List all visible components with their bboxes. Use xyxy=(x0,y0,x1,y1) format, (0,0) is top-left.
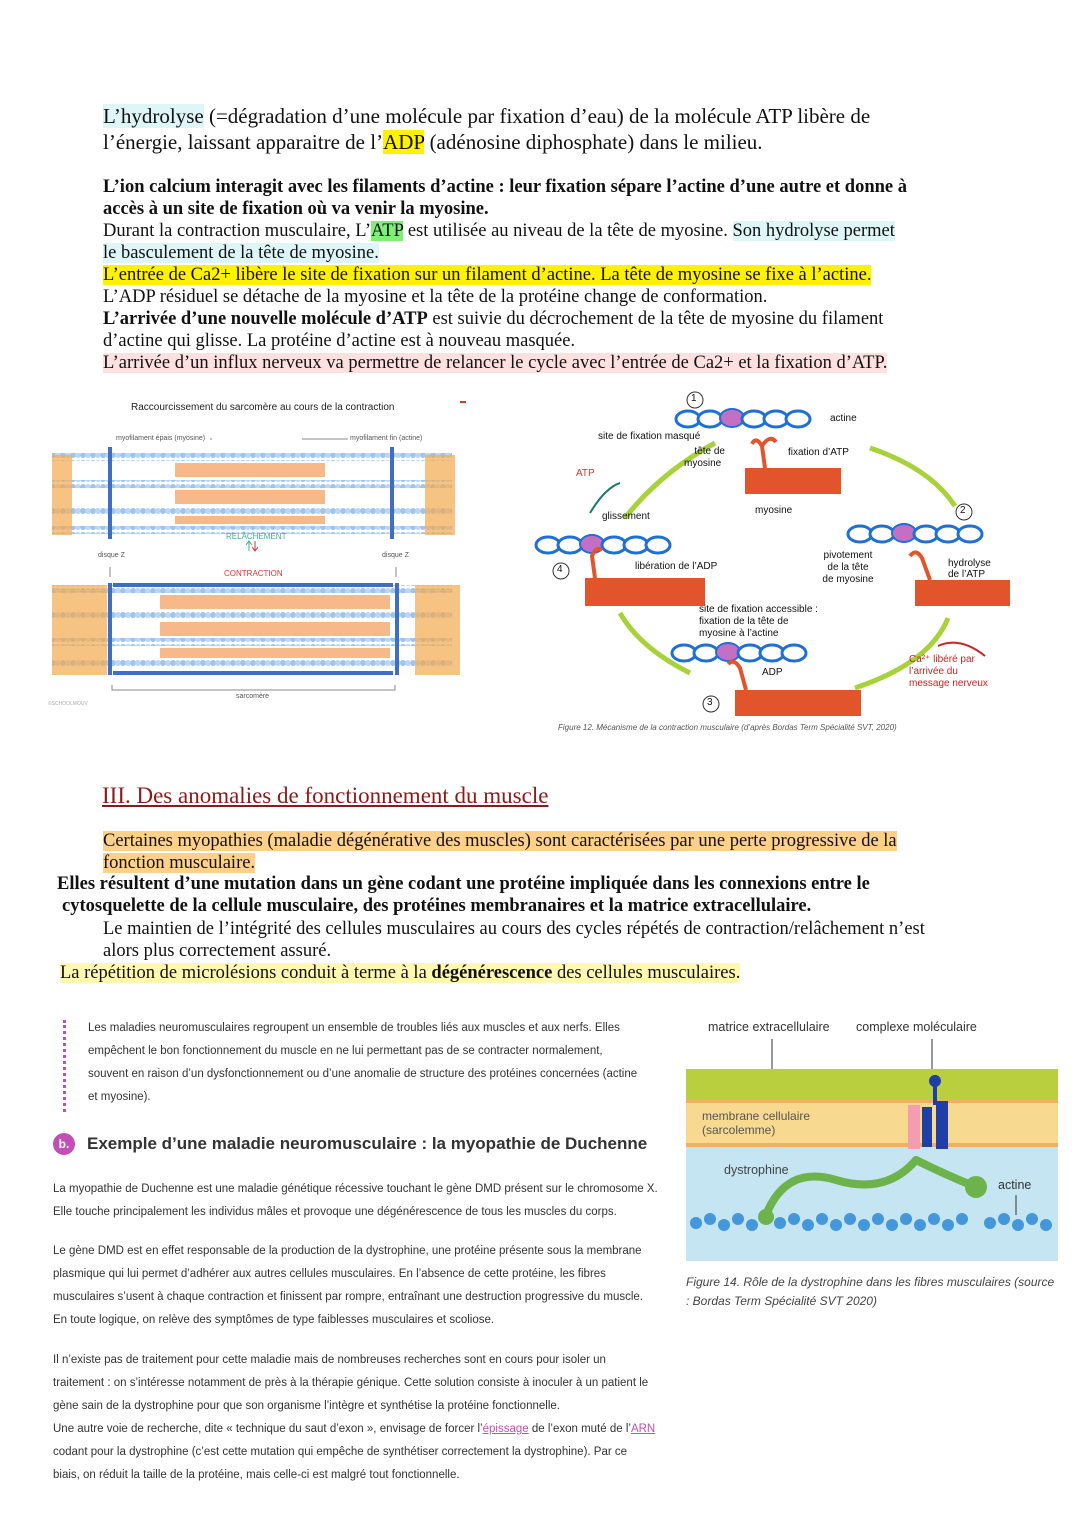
calcium-text: Durant la contraction musculaire, L’ xyxy=(103,221,371,241)
hydrolysis-highlight: Son hydrolyse permet xyxy=(732,221,895,241)
z-disk-label-left: disque Z xyxy=(98,552,125,559)
myosin-head-label: myosine xyxy=(684,458,722,469)
text-line: Il n’existe pas de traitement pour cette maladie mais de nombreuses recherches sont en cours pour isoler un xyxy=(53,1354,606,1366)
actin-filament-2 xyxy=(848,524,982,542)
calcium-text: est suivie du décrochement de la tête de myosine du filament xyxy=(427,309,884,329)
adp-label: ADP xyxy=(762,667,783,678)
red-dash xyxy=(460,401,466,403)
duchenne-paragraph-1 xyxy=(53,1178,673,1224)
text-line: Une autre voie de recherche, dite « technique du saut d’exon », envisage de forcer l’ xyxy=(53,1423,483,1435)
myopathy-highlight: fonction musculaire. xyxy=(103,853,256,873)
contraction-cycle-figure xyxy=(530,388,1030,738)
step-number: 4 xyxy=(557,564,563,575)
masked-site-label: site de fixation masqué xyxy=(598,431,701,442)
section-b-badge: b. xyxy=(53,1133,75,1155)
arn-link[interactable]: ARN xyxy=(630,1423,656,1435)
step-number: 2 xyxy=(960,505,966,516)
info-line: Les maladies neuromusculaires regroupent un ensemble de troubles liés aux muscles et aux nerfs. Elles xyxy=(88,1022,620,1034)
cycle-arrow xyxy=(620,613,690,673)
thick-filament-label: myofilament épais (myosine) xyxy=(116,435,206,442)
text-line: plasmique qui lui permet d’adhérer aux autres cellules musculaires. En l’absence de cette protéine, les fibres xyxy=(53,1268,606,1280)
relaxed-sarcomere xyxy=(52,447,455,539)
text-line: Elle touche principalement les individus mâles et provoque une dégénérescence de tous les muscles du corps. xyxy=(53,1206,617,1218)
dystrophin-drawing xyxy=(686,1015,1066,1265)
sarcomere-title: Raccourcissement du sarcomère au cours de la contraction xyxy=(131,402,395,413)
adp-highlight: ADP xyxy=(383,130,425,154)
text-line: traitement : on s’intéresse notamment de près à la thérapie génique. Cette solution consiste à inoculer à un patient le xyxy=(53,1377,649,1389)
sliding-label: glissement xyxy=(602,511,650,522)
calcium-bold-line: accès à un site de fixation où va venir la myosine. xyxy=(103,199,489,219)
sarcomere-label: sarcomère xyxy=(236,693,270,700)
contraction-label: CONTRACTION xyxy=(224,569,283,578)
thin-filament-label: myofilament fin (actine) xyxy=(350,435,423,442)
text-line: En toute logique, on relève des symptômes de type faiblesses musculaires et scoliose. xyxy=(53,1314,495,1326)
info-line: souvent en raison d’un dysfonctionnement ou d’une anomalie de structure des protéines concernées (actine xyxy=(88,1068,638,1080)
section-3-paragraph xyxy=(103,830,1003,874)
degeneration-text: La répétition de microlésions conduit à terme à la xyxy=(60,963,432,983)
calcium-bold-inline: L’arrivée d’une nouvelle molécule d’ATP xyxy=(103,309,428,329)
atp-binding-label: fixation d’ATP xyxy=(788,447,849,458)
info-line: et myosine). xyxy=(88,1091,151,1103)
degeneration-bold: dégénérescence xyxy=(431,963,553,983)
hydrolyse-highlight: L’hydrolyse xyxy=(103,104,204,128)
calcium-paragraph xyxy=(103,176,1003,374)
calcium-text: d’actine qui glisse. La protéine d’actine est à nouveau masquée. xyxy=(103,331,576,351)
intro-text: l’énergie, laissant apparaitre de l’ xyxy=(103,130,384,154)
intro-text: (adénosine diphosphate) dans le milieu. xyxy=(424,130,763,154)
mutation-line: cytosquelette de la cellule musculaire, des protéines membranaires et la matrice extracellulaire. xyxy=(62,896,812,916)
dystrophin-figure xyxy=(686,1015,1066,1315)
accessible-site-label: site de fixation accessible : fixation de la tête de myosine à l’actine xyxy=(699,604,818,639)
actin-filament-3 xyxy=(672,643,806,661)
epissage-link[interactable]: épissage xyxy=(482,1423,529,1435)
nerve-influx-highlight: L’arrivée d’un influx nerveux va permettre de relancer le cycle avec l’entrée de Ca2+ et la fixation d’ATP. xyxy=(103,353,888,373)
actin-label: actine xyxy=(998,1178,1032,1192)
neuro-info-box xyxy=(88,1017,668,1109)
text-line: musculaires s’usent à chaque contraction et finissent par rompre, entraînant une destruction progressive du muscle. xyxy=(53,1291,644,1303)
duchenne-heading: Exemple d’une maladie neuromusculaire : la myopathie de Duchenne xyxy=(87,1134,648,1153)
figure-12-caption: Figure 12. Mécanisme de la contraction musculaire (d’après Bordas Term Spécialité SVT, 2020) xyxy=(558,723,897,732)
info-box-border xyxy=(63,1020,69,1112)
intro-text: (=dégradation d’une molécule par fixation d’eau) de la molécule ATP libère de xyxy=(203,104,871,128)
integrity-line: alors plus correctement assuré. xyxy=(103,941,332,961)
step-number: 1 xyxy=(691,393,697,404)
integrity-line: Le maintien de l’intégrité des cellules musculaires au cours des cycles répétés de contraction/relâchement n’est xyxy=(103,919,925,939)
text-line: codant pour la dystrophine (c’est cette mutation qui empêche de synthétiser correctement la dystrophine). Par ce xyxy=(53,1446,628,1458)
figure-14-caption: Figure 14. Rôle de la dystrophine dans les fibres musculaires (source : Bordas Term Spécialité SVT 2020) xyxy=(686,1275,1055,1308)
info-line: empêchent le bon fonctionnement du muscle en ne lui permettant pas de se contracter normalement, xyxy=(88,1045,603,1057)
text-line: de l’exon muté de l’ xyxy=(528,1423,631,1435)
cell-membrane-label: membrane cellulaire (sarcolemme) xyxy=(702,1109,811,1137)
degeneration-text: des cellules musculaires. xyxy=(552,963,741,983)
atp-highlight: ATP xyxy=(371,221,404,241)
adp-release-label: libération de l’ADP xyxy=(635,561,718,572)
step-number: 3 xyxy=(707,697,713,708)
actin-filament-4 xyxy=(536,535,670,553)
calcium-entry-highlight: L’entrée de Ca2+ libère le site de fixation sur un filament d’actine. La tête de myosine se fixe à l’actine. xyxy=(103,265,872,285)
actin-filament-1 xyxy=(676,409,810,427)
mutation-paragraph xyxy=(57,873,870,917)
myopathy-highlight: Certaines myopathies (maladie dégénérative des muscles) sont caractérisées par une perte progressive de la xyxy=(103,831,897,851)
hydrolysis-highlight: le basculement de la tête de myosine. xyxy=(103,243,379,263)
z-disk-label-right: disque Z xyxy=(382,552,409,559)
actin-label: actine xyxy=(830,413,857,424)
molecular-complex-label: complexe moléculaire xyxy=(856,1020,977,1034)
section-3-title: III. Des anomalies de fonctionnement du muscle xyxy=(102,783,549,808)
extracellular-matrix-label: matrice extracellulaire xyxy=(708,1020,830,1034)
cycle-arrow xyxy=(870,448,955,506)
text-line: gène sain de la dystrophine pour que son organisme l’intègre et synthétise la protéine fonctionnelle. xyxy=(53,1400,560,1412)
duchenne-paragraph-2 xyxy=(53,1240,673,1332)
intro-paragraph xyxy=(103,103,870,155)
copyright-mark: ©SCHOOLMOUV xyxy=(48,701,88,707)
myosin-head-label: tête de xyxy=(694,446,725,457)
degeneration-paragraph xyxy=(60,962,740,984)
sarcomere-figure xyxy=(40,395,470,715)
relax-label: RELÂCHEMENT xyxy=(226,532,287,541)
calcium-release-label: Ca²⁺ libéré par l’arrivée du message nerveux xyxy=(909,654,988,689)
mutation-line: Elles résultent d’une mutation dans un gène codant une protéine impliquée dans les connexions entre le xyxy=(57,874,870,894)
myosin-label: myosine xyxy=(755,505,793,516)
text-line: biais, on réduit la taille de la protéine, mais celle-ci est malgré tout fonctionnelle. xyxy=(53,1469,460,1481)
text-line: La myopathie de Duchenne est une maladie génétique récessive touchant le gène DMD présent sur le chromosome X. xyxy=(53,1183,658,1195)
pivot-label: pivotement de la tête de myosine xyxy=(822,550,874,585)
integrity-paragraph xyxy=(103,918,925,962)
calcium-text: est utilisée au niveau de la tête de myosine. xyxy=(403,221,733,241)
contracted-sarcomere xyxy=(52,583,460,675)
calcium-text: L’ADP résiduel se détache de la myosine et la tête de la protéine change de conformation. xyxy=(103,287,768,307)
atp-hydrolysis-label: hydrolyse de l’ATP xyxy=(948,558,991,580)
text-line: Le gène DMD est en effet responsable de la production de la dystrophine, une protéine présente sous la membrane xyxy=(53,1245,642,1257)
duchenne-paragraph-3 xyxy=(53,1349,673,1487)
dystrophin-label: dystrophine xyxy=(724,1163,789,1177)
calcium-bold-line: L’ion calcium interagit avec les filaments d’actine : leur fixation sépare l’actine d’une autre et donne à xyxy=(103,177,907,197)
atp-label: ATP xyxy=(576,468,595,479)
